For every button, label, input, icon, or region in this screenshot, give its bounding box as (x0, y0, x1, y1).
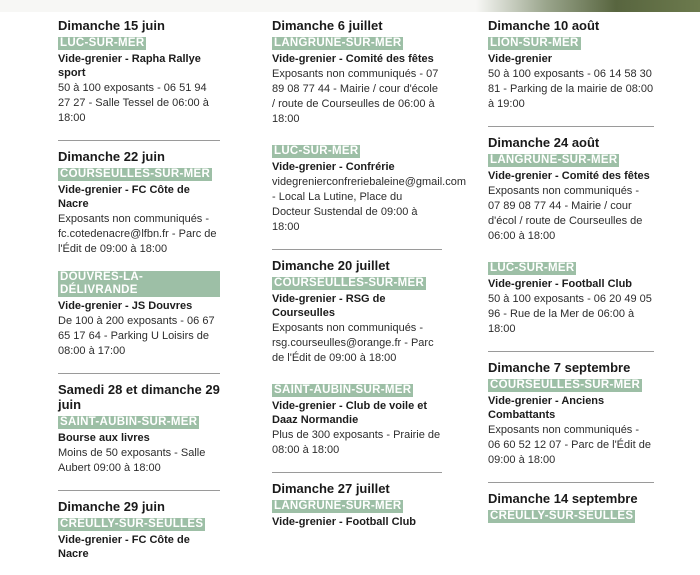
event-date: Dimanche 7 septembre (488, 360, 631, 375)
event-town: COURSEULLES-SUR-MER (490, 379, 641, 391)
event-entry (58, 149, 220, 257)
event-title: Vide-grenier - FC Côte de Nacre (58, 184, 190, 210)
event-title: Vide-grenier - Confrérie (272, 161, 395, 173)
divider (58, 140, 220, 141)
divider (272, 249, 442, 250)
event-info: Moins de 50 exposants - Salle Aubert 09:00 à 18:00 (58, 447, 206, 474)
event-title: Vide-grenier - FC Côte de Nacre (58, 534, 190, 560)
event-info: Exposants non communiqués - 06 60 52 12 07 - Parc de l'Édit de 09:00 à 18:00 (488, 424, 651, 466)
event-town: LUC-SUR-MER (60, 37, 145, 49)
column-1 (58, 18, 220, 575)
event-entry (272, 141, 466, 235)
event-info: videgrenierconfreriebaleine@gmail.com - Local La Lutine, Place du Docteur Sustendal de 09:00 à 18:00 (272, 176, 466, 233)
event-date: Dimanche 27 juillet (272, 481, 390, 496)
event-town: LANGRUNE-SUR-MER (274, 500, 402, 512)
event-info: 50 à 100 exposants - 06 20 49 05 96 - Rue de la Mer de 06:00 à 18:00 (488, 293, 652, 335)
event-date: Dimanche 6 juillet (272, 18, 383, 33)
event-entry (488, 258, 654, 337)
event-entry (272, 481, 442, 529)
event-entry (272, 380, 442, 458)
event-title: Vide-grenier - JS Douvres (58, 300, 193, 312)
event-info: Exposants non communiqués - 07 89 08 77 44 - Mairie / cour d'école / route de Courseulles de 06:00 à 18:00 (272, 68, 439, 125)
event-entry (272, 258, 442, 366)
divider (58, 373, 220, 374)
event-date: Dimanche 14 septembre (488, 491, 638, 506)
event-info: Exposants non communiqués - fc.cotedenacre@lfbn.fr - Parc de l'Édit de 09:00 à 18:00 (58, 213, 217, 255)
event-town: LANGRUNE-SUR-MER (490, 154, 618, 166)
event-town: COURSEULLES-SUR-MER (274, 277, 425, 289)
column-3 (488, 18, 654, 538)
divider (488, 482, 654, 483)
event-entry (488, 491, 654, 524)
event-entry (58, 18, 220, 126)
event-date: Dimanche 29 juin (58, 499, 165, 514)
event-title: Vide-grenier - Football Club (272, 516, 417, 528)
event-town: CREULLY-SUR-SEULLES (60, 518, 204, 530)
event-entry (58, 271, 220, 359)
event-date: Dimanche 15 juin (58, 18, 165, 33)
event-info: 50 à 100 exposants - 06 14 58 30 81 - Parking de la mairie de 08:00 à 19:00 (488, 68, 654, 110)
event-town: SAINT-AUBIN-SUR-MER (274, 384, 412, 396)
divider (58, 490, 220, 491)
event-title: Vide-grenier (488, 53, 552, 65)
event-town: LION-SUR-MER (490, 37, 579, 49)
divider (272, 472, 442, 473)
event-date: Dimanche 24 août (488, 135, 600, 150)
event-title: Vide-grenier - Football Club (488, 278, 633, 290)
event-town: LUC-SUR-MER (274, 145, 359, 157)
event-entry (272, 18, 442, 127)
event-entry (488, 360, 654, 468)
event-date: Samedi 28 et dimanche 29 juin (58, 382, 220, 412)
event-town: LANGRUNE-SUR-MER (274, 37, 402, 49)
event-info: 50 à 100 exposants - 06 51 94 27 27 - Salle Tessel de 06:00 à 18:00 (58, 82, 209, 124)
event-title: Vide-grenier - Rapha Rallye sport (58, 53, 201, 79)
event-title: Vide-grenier - RSG de Courseulles (272, 293, 386, 319)
event-info: Exposants non communiqués - rsg.courseulles@orange.fr - Parc de l'Édit de 09:00 à 18:00 (272, 322, 434, 364)
event-town: SAINT-AUBIN-SUR-MER (60, 416, 198, 428)
event-date: Dimanche 10 août (488, 18, 600, 33)
event-date: Dimanche 22 juin (58, 149, 165, 164)
event-info: Exposants non communiqués - 07 89 08 77 44 - Mairie / cour d'écol / route de Courseulles de 06:00 à 18:00 (488, 185, 643, 242)
event-entry (58, 499, 220, 561)
event-town: COURSEULLES-SUR-MER (60, 168, 211, 180)
event-town: CREULLY-SUR-SEULLES (490, 510, 634, 522)
event-town: LUC-SUR-MER (490, 262, 575, 274)
column-2 (272, 18, 466, 543)
event-info: Plus de 300 exposants - Prairie de 08:00 à 18:00 (272, 429, 441, 456)
event-entry (488, 18, 654, 112)
event-title: Vide-grenier - Anciens Combattants (488, 395, 605, 421)
event-title: Vide-grenier - Comité des fêtes (488, 170, 650, 182)
header-photo-strip (0, 0, 700, 12)
divider (488, 351, 654, 352)
event-entry (58, 382, 220, 476)
event-title: Bourse aux livres (58, 432, 150, 444)
event-date: Dimanche 20 juillet (272, 258, 390, 273)
event-title: Vide-grenier - Club de voile et Daaz Normandie (272, 400, 428, 426)
event-title: Vide-grenier - Comité des fêtes (272, 53, 434, 65)
event-entry (488, 135, 654, 244)
divider (488, 126, 654, 127)
event-town: DOUVRES-LA-DÉLIVRANDE (58, 271, 220, 297)
event-info: De 100 à 200 exposants - 06 67 65 17 64 - Parking U Loisirs de 08:00 à 17:00 (58, 315, 215, 357)
